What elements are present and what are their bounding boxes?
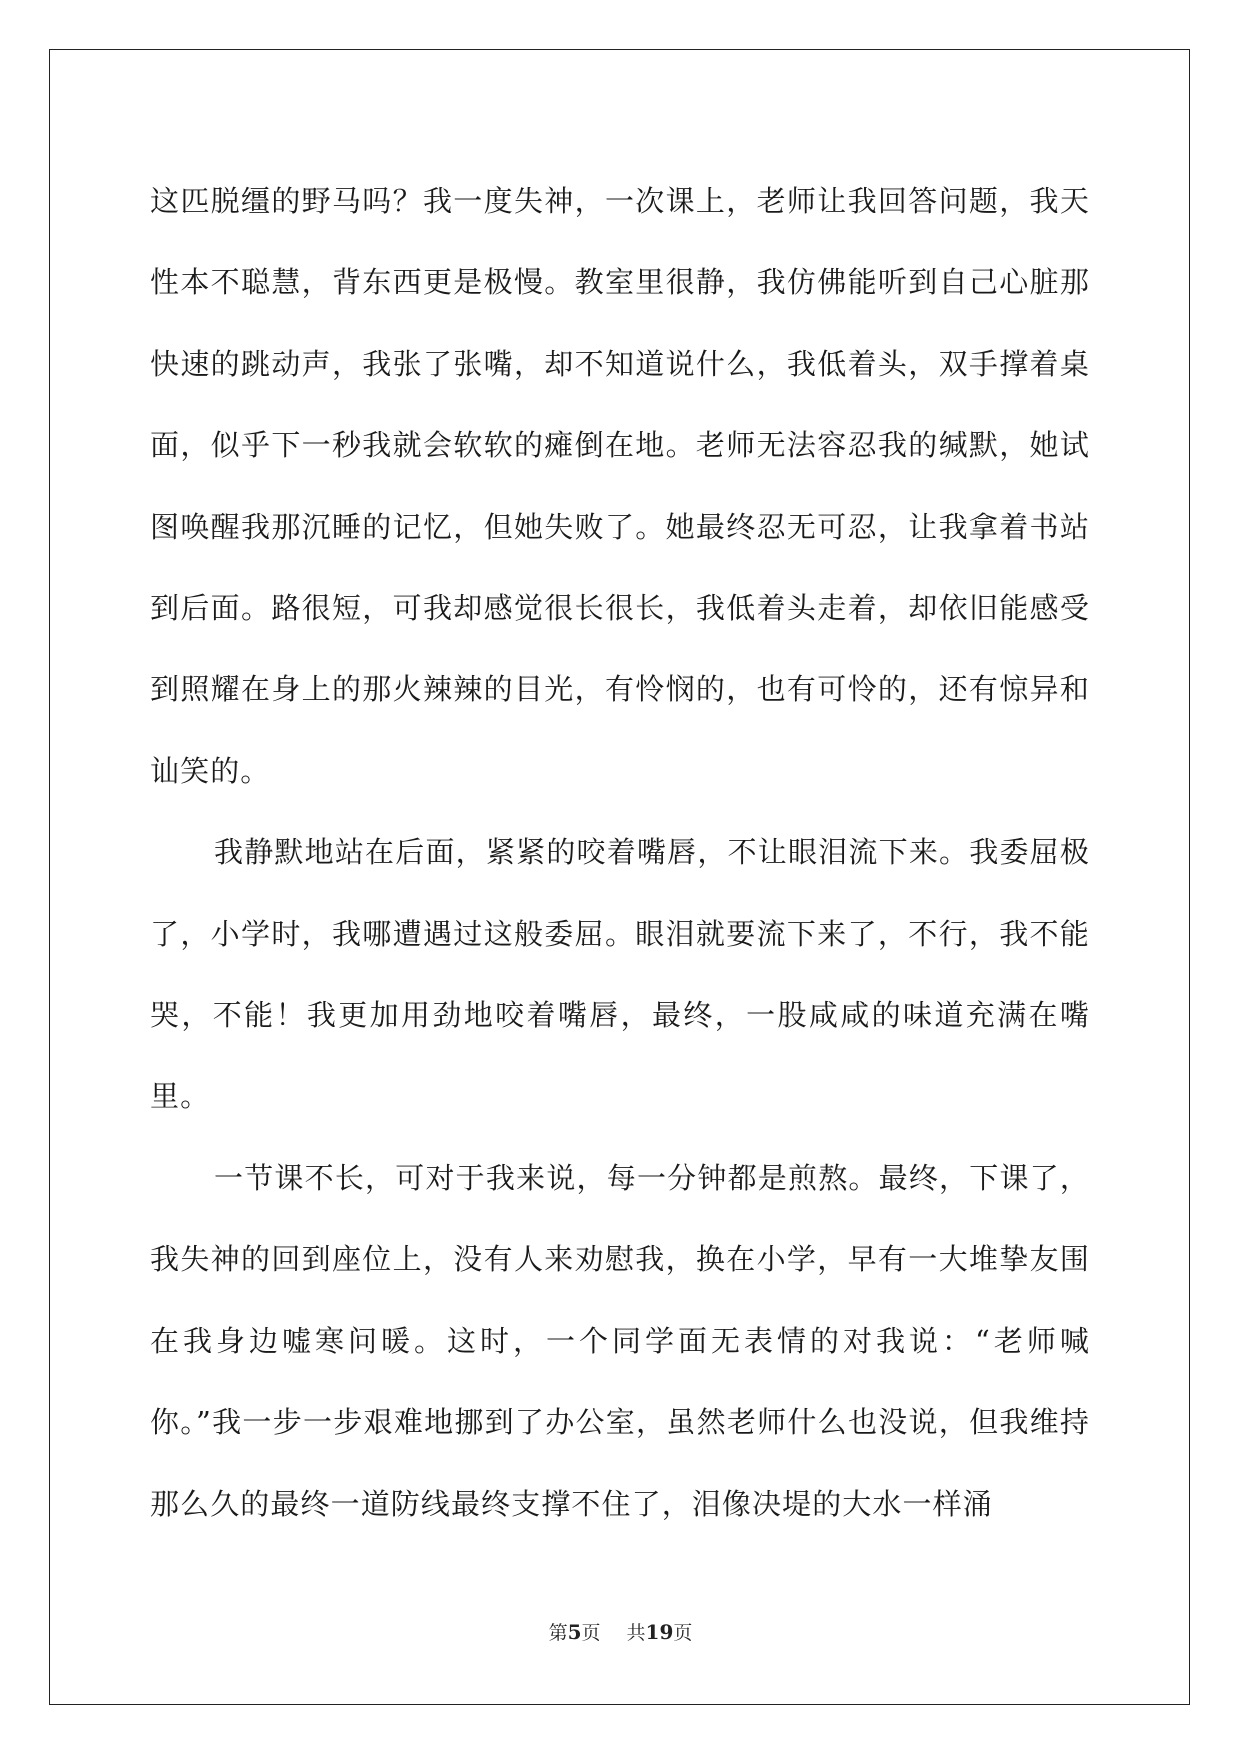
paragraph-3: 一节课不长，可对于我来说，每一分钟都是煎熬。最终，下课了，我失神的回到座位上，没有人来劝慰我，换在小学，早有一大堆挚友围在我身边嘘寒问暖。这时，一个同学面无表情的对我说：“老师喊你。”我一步一步艰难地挪到了办公室，虽然老师什么也没说，但我维持那么久的最终一道防线最终支撑不住了，泪像决堤的大水一样涌 [150, 1160, 1090, 1521]
page-footer [0, 1618, 1241, 1645]
total-pages: 19 [645, 1620, 674, 1644]
total-prefix: 共 [626, 1622, 646, 1644]
paragraph-2: 我静默地站在后面，紧紧的咬着嘴唇，不让眼泪流下来。我委屈极了，小学时，我哪遭遇过这般委屈。眼泪就要流下来了，不行，我不能哭，不能！我更加用劲地咬着嘴唇，最终，一股咸咸的味道充满在嘴里。 [150, 835, 1090, 1114]
page-number: 5 [567, 1620, 582, 1644]
total-suffix: 页 [673, 1622, 693, 1644]
document-body [150, 161, 1090, 1545]
paragraph-1: 这匹脱缰的野马吗？我一度失神，一次课上，老师让我回答问题，我天性本不聪慧，背东西更是极慢。教室里很静，我仿佛能听到自己心脏那快速的跳动声，我张了张嘴，却不知道说什么，我低着头，双手撑着桌面，似乎下一秒我就会软软的瘫倒在地。老师无法容忍我的缄默，她试图唤醒我那沉睡的记忆，但她失败了。她最终忍无可忍，让我拿着书站到后面。路很短，可我却感觉很长很长，我低着头走着，却依旧能感受到照耀在身上的那火辣辣的目光，有怜悯的，也有可怜的，还有惊异和讪笑的。 [150, 184, 1090, 788]
page-prefix: 第 [548, 1622, 568, 1644]
page-suffix: 页 [581, 1622, 601, 1644]
